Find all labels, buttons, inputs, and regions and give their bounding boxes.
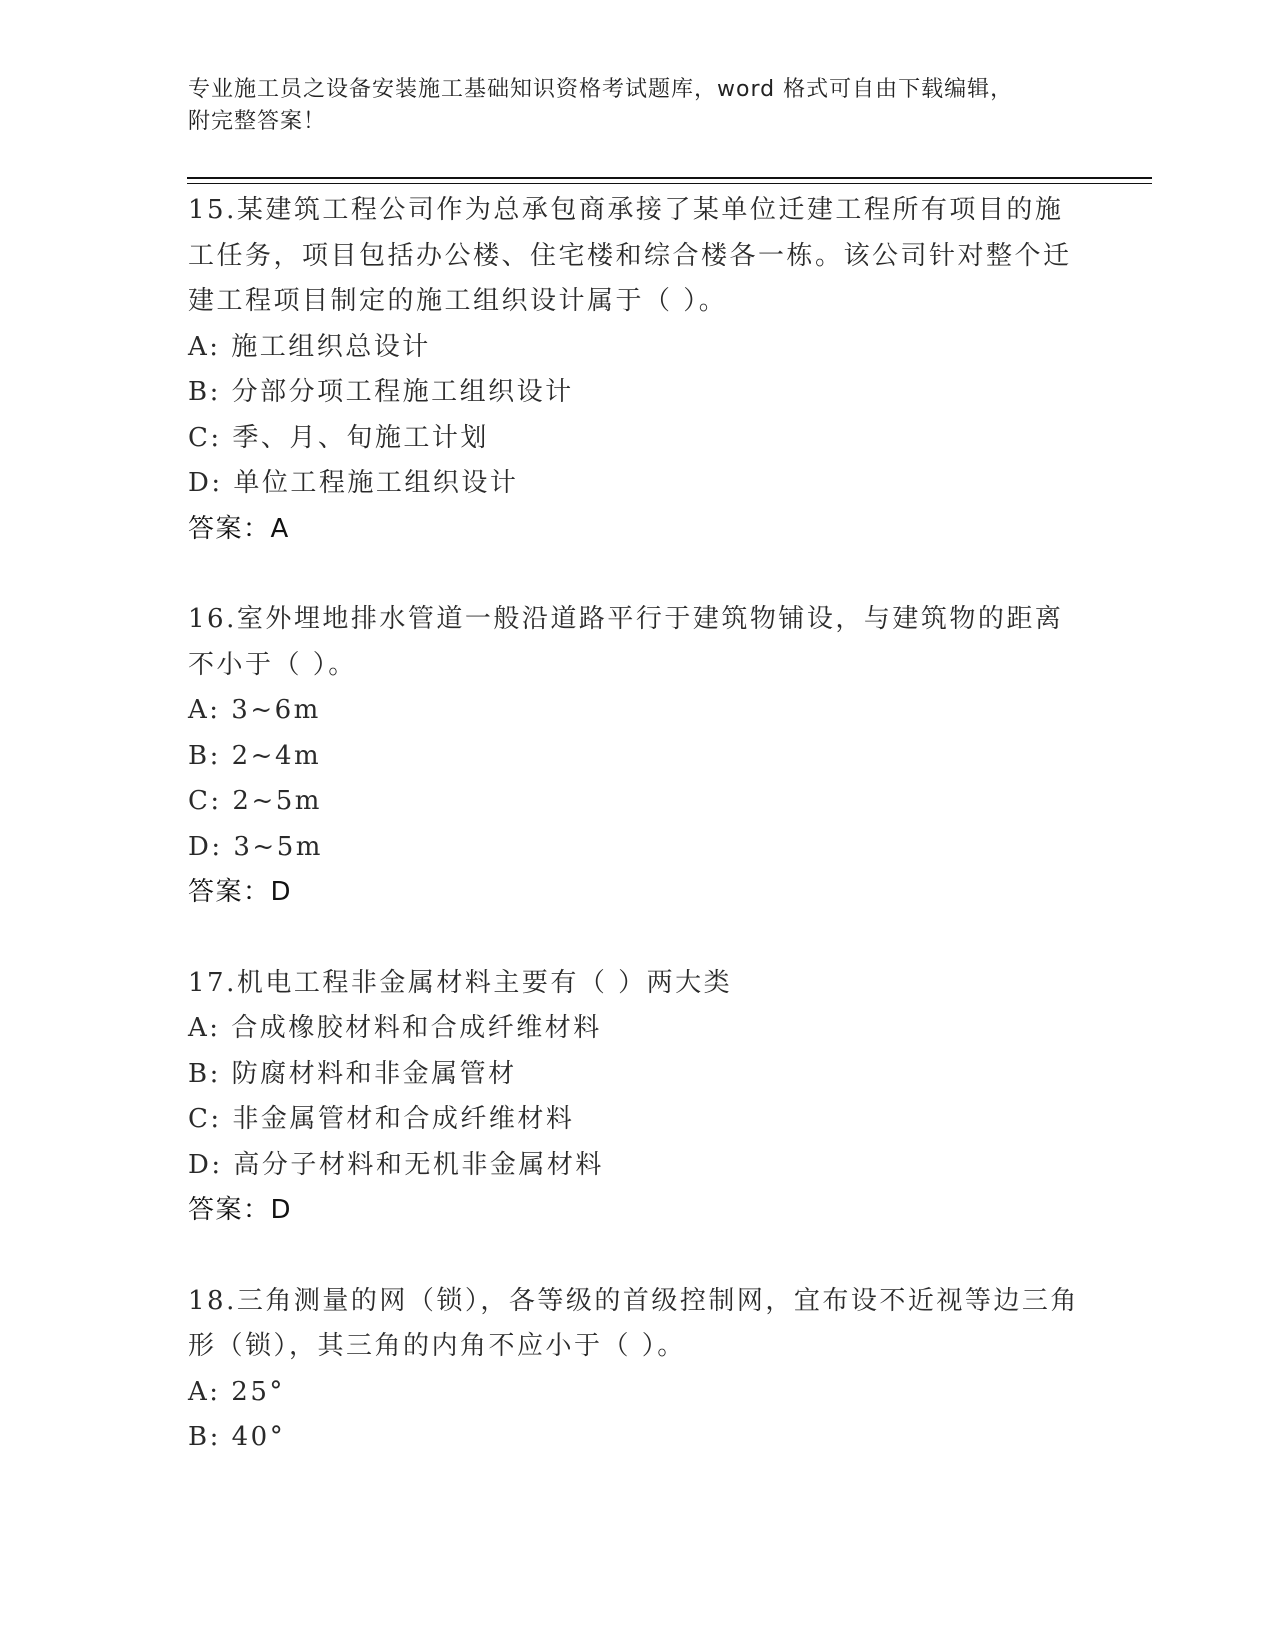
document-header [188,74,1068,138]
option-d: D: 3~5m [188,831,323,862]
option-c: C: 季、月、旬施工计划 [188,422,489,453]
question-block [188,188,1088,552]
question-list [188,188,1088,1461]
header-title-line1: 专业施工员之设备安装施工基础知识资格考试题库，word 格式可自由下载编辑， [188,77,1014,102]
question-spacer [188,552,1088,597]
option-b: B: 2~4m [188,740,322,771]
option-b: B: 40° [188,1422,286,1452]
option-a: A: 25° [188,1376,285,1407]
option-b: B: 分部分项工程施工组织设计 [188,377,574,407]
option-c: C: 2~5m [188,786,322,816]
question-stem: 18.三角测量的网（锁），各等级的首级控制网，宜布设不近视等边三角形（锁），其三角的内角不应小于（ ）。 [188,1285,1079,1361]
header-divider-thin [187,183,1152,184]
question-spacer [188,916,1088,961]
header-title-line2: 附完整答案！ [188,109,327,134]
answer-label: 答案：D [188,877,293,907]
option-a: A: 合成橡胶材料和合成纤维材料 [188,1013,602,1043]
question-block [188,597,1088,916]
option-b: B: 防腐材料和非金属管材 [188,1058,517,1089]
answer-label: 答案：A [188,513,290,544]
option-c: C: 非金属管材和合成纤维材料 [188,1104,575,1134]
option-d: D: 单位工程施工组织设计 [188,468,519,498]
question-spacer [188,1234,1088,1279]
question-stem: 17.机电工程非金属材料主要有（ ）两大类 [188,967,733,998]
option-a: A: 3~6m [188,695,321,725]
question-stem: 15.某建筑工程公司作为总承包商承接了某单位迁建工程所有项目的施工任务，项目包括办公楼、住宅楼和综合楼各一栋。该公司针对整个迁建工程项目制定的施工组织设计属于（ ）。 [188,195,1072,316]
option-d: D: 高分子材料和无机非金属材料 [188,1149,604,1180]
question-block [188,1279,1088,1461]
header-divider-thick [187,177,1152,179]
question-stem: 16.室外埋地排水管道一般沿道路平行于建筑物铺设，与建筑物的距离不小于（ ）。 [188,604,1064,680]
option-a: A: 施工组织总设计 [188,331,431,362]
answer-label: 答案：D [188,1195,293,1225]
question-block [188,961,1088,1234]
